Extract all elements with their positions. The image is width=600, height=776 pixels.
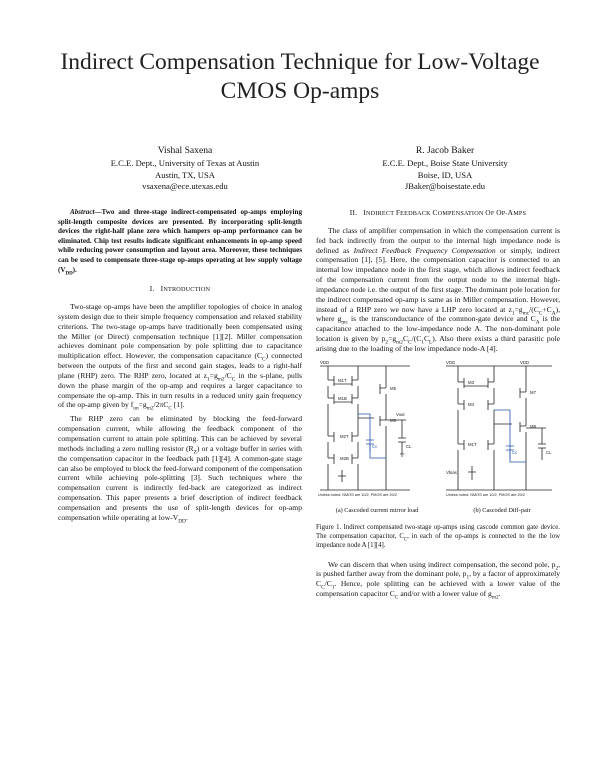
sub: 1 — [511, 310, 515, 317]
text: /(C — [411, 334, 422, 344]
text: , by a factor of approximately C — [316, 569, 560, 589]
sub: un — [133, 405, 139, 412]
text: EEDBACK — [400, 210, 433, 217]
text: The class of amplifier compensation in which the compensation current is fed back indirectly from the output to the internal high impedance node is defined as — [316, 225, 560, 255]
text: or simply, indirect compensation [1], [5]. Here, the compensation capacitor is connected to an internal low impedance node in the first stage, which allows indirect feedback of the compensation current from the output node to the internal high-impedance node i.e. the output of the first stage. The dominant pole location for the indirect compensated op-amp is same as in Miller compensation. However, instead of a RHP zero we now have a LHP zero located at z — [316, 245, 560, 314]
text: We can discern that when using indirect compensation, the second pole, p — [328, 559, 556, 569]
text: is the capacitance attached to the low-impedance node A. The non-dominant pole location is given by p — [316, 314, 560, 344]
text: The RHP zero can be eliminated by blocking the feed-forward compensation current, while allowing the feedback component of the compensation current to attain pole splitting. This can be achieved by several methods including a zero nulling resistor (R — [58, 414, 302, 453]
author-name: Vishal Saxena — [157, 145, 213, 156]
text: /2πC — [153, 400, 169, 410]
author-affiliation: E.C.E. Dept., Boise State University — [382, 158, 508, 169]
text: is the transconductance of the common-gate device and C — [347, 314, 536, 324]
text: +C — [542, 304, 552, 314]
text: =g — [138, 400, 147, 410]
circuit-diagram-a — [314, 358, 436, 500]
text: P- — [501, 210, 508, 217]
label-vdd: VDD — [446, 359, 456, 365]
figure-1 — [316, 358, 560, 518]
sub: 1 — [331, 584, 335, 591]
label-cc: Cc — [512, 449, 518, 455]
sub: C — [538, 310, 543, 317]
text: O — [496, 208, 502, 217]
sub: m2 — [491, 594, 499, 601]
text: =g — [388, 334, 397, 344]
section-number: I. — [149, 284, 155, 294]
sub: Z — [193, 449, 197, 456]
label-vout: Vout — [396, 411, 405, 417]
sub: C — [231, 376, 236, 383]
heading-smallcaps: NTRODUCTION — [163, 286, 211, 294]
label-vbias: Vbias — [446, 469, 457, 475]
text: /C — [324, 579, 332, 589]
text: and/or with a lower value of g — [398, 589, 492, 599]
text: . Hence, pole splitting can be achieved with a lower value of the compensation capacitor C — [316, 579, 560, 599]
left-column — [58, 208, 302, 523]
intro-paragraph-1 — [58, 302, 302, 410]
author-block-2 — [315, 145, 575, 192]
label-m1b: M1B — [338, 395, 347, 401]
sub: 1 — [207, 376, 210, 383]
author-city: Boise, ID, USA — [417, 169, 473, 180]
label-m7: M7 — [530, 389, 536, 395]
label-m6: M6 — [390, 417, 396, 423]
sub: C — [262, 356, 266, 363]
sub: DD — [65, 270, 73, 276]
sub: mc — [522, 310, 530, 317]
text: [1]. — [171, 400, 185, 410]
sub: mc — [341, 319, 348, 326]
figure-1b-caption: (b) Cascoded Diff-pair — [473, 506, 531, 514]
text: ) connected between the outputs of the first and second gain stages, leads to a right-half plane (RHP) zero. The RHP zero, located at z — [58, 351, 302, 380]
sub: C — [168, 405, 172, 412]
right-column — [316, 208, 560, 599]
text: F — [490, 210, 497, 217]
sub: 2 — [385, 339, 389, 346]
abstract: Abstract—Two and three-stage indirect-compensated op-amps employing split-length composite devices are presented. By incorporating split-length devices the right-half plane zero which hampers op-amp performance can be eliminated. Chip test results indicate significant enhancements in op-amp speed while reducing power consumption and layout area. Moreover, these techniques can be used to compensate three-stage op-amps operating at low supply voltage $(V_{DD})$. — [58, 208, 302, 276]
text: O — [485, 208, 491, 217]
italic-term: Indirect Feedback Frequency Compensation — [353, 245, 496, 255]
sub: A — [551, 310, 556, 317]
text: ), where g — [316, 304, 560, 324]
sub: m2 — [146, 405, 154, 412]
sub: m2 — [217, 376, 225, 383]
section-heading-introduction — [58, 284, 302, 295]
sub: L — [429, 339, 433, 346]
text: NDIRECT — [365, 210, 396, 217]
paper-title — [0, 48, 600, 106]
label-vdd: VDD — [320, 359, 330, 365]
section2-paragraph-2: We can discern that when using indirect compensation, the second pole, $p_2$, is pushed farther away from the dominant pole, $p_1$, by a factor of approximately $C_C/C_1$. Hence, pole splitting can be achieved with a lower value of the compensation capacitor $C_C$ and/or with a lower value of $g_{m2}$. — [316, 559, 560, 601]
title-line-1: Indirect Compensation Technique for Low-Voltage — [60, 49, 540, 75]
author-name: R. Jacob Baker — [415, 145, 475, 156]
sub: DD — [178, 518, 186, 525]
circuit-diagram-b — [442, 358, 560, 500]
author-city: Austin, TX, USA — [154, 169, 215, 180]
figure-1a-caption: (a) Cascoded current mirror load — [335, 506, 419, 514]
text: Figure 1. Indirect compensated two-stage op-amps using cascode common gate device. The compensation capacitor, C — [316, 523, 560, 540]
label-m1t: M1T — [468, 441, 477, 447]
label-m3: M3 — [468, 379, 474, 385]
author-email[interactable]: JBaker@boisestate.edu — [404, 180, 486, 191]
text: =g — [514, 304, 523, 314]
text: F — [395, 208, 401, 217]
text: Two-stage op-amps have been the amplifier topologies of choice in analog system design due to their simple frequency compensation and relaxed stability criterions. The two-stage op-amps have traditionally been compensated using the Miller (or Direct) compensation technique [1][2]. Miller compensation achieves dominant pole compensation by pole splitting due to capacitance multiplication effect. However, the compensation capacitance (C — [58, 302, 302, 361]
label-m4: M4 — [468, 401, 474, 407]
sub: 1 — [466, 574, 470, 581]
label-m2b: M2B — [340, 455, 349, 461]
label-vdd: VDD — [520, 359, 530, 365]
note-b: Unless noted: NMOS are 10/2, PMOS are 20/2 — [446, 492, 525, 497]
text: I — [363, 208, 366, 217]
label-m5: M5 — [390, 385, 396, 391]
label-m1t: M1T — [338, 377, 347, 383]
sub: A — [535, 319, 540, 326]
text: A — [507, 208, 514, 217]
sub: C — [394, 594, 399, 601]
title-line-2: CMOS Op-amps — [220, 78, 380, 104]
author-email[interactable]: vsaxena@ece.utexas.edu — [142, 180, 228, 191]
heading-cap: I — [160, 284, 164, 294]
author-affiliation: E.C.E. Dept., University of Texas at Austin — [110, 158, 260, 169]
section-number: II. — [349, 208, 358, 217]
sub: C — [403, 537, 408, 543]
text: /(C — [529, 304, 539, 314]
text: , in each of the op-amps is connected to the the low impedance node A [1][4]. — [316, 532, 561, 549]
label-cl: CL — [546, 449, 552, 455]
label-cc: Cc — [372, 443, 378, 449]
sub: C — [321, 584, 325, 591]
text: ). Also there exists a third parasitic pole arising due to the loading of the low impedance node-A [4]. — [316, 334, 560, 353]
note-a: Unless noted: NMOS are 10/2, PMOS are 20/2 — [318, 492, 397, 497]
text: , is pushed farther away from the dominant pole, p — [316, 559, 560, 579]
sub: 1 — [421, 339, 424, 346]
text: =g — [209, 370, 218, 380]
label-m8: M8 — [530, 423, 536, 429]
text: in the s-plane, pulls down the phase margin of the op-amp and requires a larger capacitance to compensate the op-amp. This in turn results in a reduced unity gain frequency of the op-amp given by f — [58, 370, 303, 410]
label-cl: CL — [406, 443, 412, 449]
text: ) or a voltage buffer in series with the compensation capacitor in the feedback path [1][4]. A common-gate stage can also be employed to block the feed-forward component of the compensation current while achieving pole-splitting [3]. Such techniques where the compensation current is indirectly fed-back are categorized as indirect compensation. This paper presents a brief description of indirect feedback compensation and presents the use of split-length devices for op-amp compensation while operating at low-V — [58, 443, 302, 522]
label-m2t: M2T — [340, 433, 349, 439]
sub: C — [408, 339, 412, 346]
text: /C — [224, 370, 232, 380]
intro-paragraph-2: The RHP zero can be eliminated by blocking the feed-forward compensation current, while allowing the feedback component of the compensation current to attain pole splitting. This can be achieved by several methods including a zero nulling resistor $(R_Z)$ or a voltage buffer in series with the compensation capacitor in the feedback path [1][4]. A common-gate stage can also be employed to block the feed-forward component of the compensation current while achieving pole-splitting [3]. Such techniques where the compensation current is indirectly fed-back are categorized as indirect compensation. This paper presents a brief description of indirect feedback compensation and presents the use of split-length devices for op-amp compensation while operating at low-$V_{DD}$. — [58, 414, 302, 525]
section2-paragraph-1: The class of amplifier compensation in which the compensation current is fed back indirectly from the output to the internal high impedance node is defined as Indirect Feedback Frequency Compensation or simply, indirect compensation [1], [5]. Here, the compensation capacitor is connected to an internal low impedance node in the first stage, which allows indirect feedback of the compensation current from the output node to the internal high-impedance node i.e. the output of the first stage. The dominant pole location for the indirect compensated op-amp is same as in Miller compensation. However, instead of a RHP zero we now have a LHP zero located at $z_1=g_{mc}/(C_C+C_A)$, where $g_{mc}$ is the transconductance of the common-gate device and $C_A$ is the capacitance attached to the low-impedance node A. The non-dominant pole location is given by $p_2=g_{m2}C_C/(C_1C_L)$. Also there exists a third parasitic pole arising due to the loading of the low impedance node-A [4]. — [316, 225, 560, 353]
figure-1-caption — [316, 524, 560, 551]
author-block-1 — [55, 145, 315, 192]
abstract-label: Abstract — [70, 208, 95, 216]
text: C — [432, 208, 438, 217]
text: OMPENSATION — [437, 210, 486, 217]
sub: m2 — [396, 339, 403, 346]
sub: 2 — [555, 565, 559, 572]
section-heading-indirect — [316, 208, 560, 219]
abstract-text: —Two and three-stage indirect-compensated op-amps employing split-length composite devices are presented. By incorporating split-length devices the right-half plane zero which hampers op-amp performance can be eliminated. Chip test results indicate significant enhancements in op-amp speed while reducing power consumption and layout area. Moreover, these techniques can be used to compensate three-stage op-amps operating at low supply voltage (V — [58, 208, 302, 274]
text: MPS — [513, 210, 527, 217]
